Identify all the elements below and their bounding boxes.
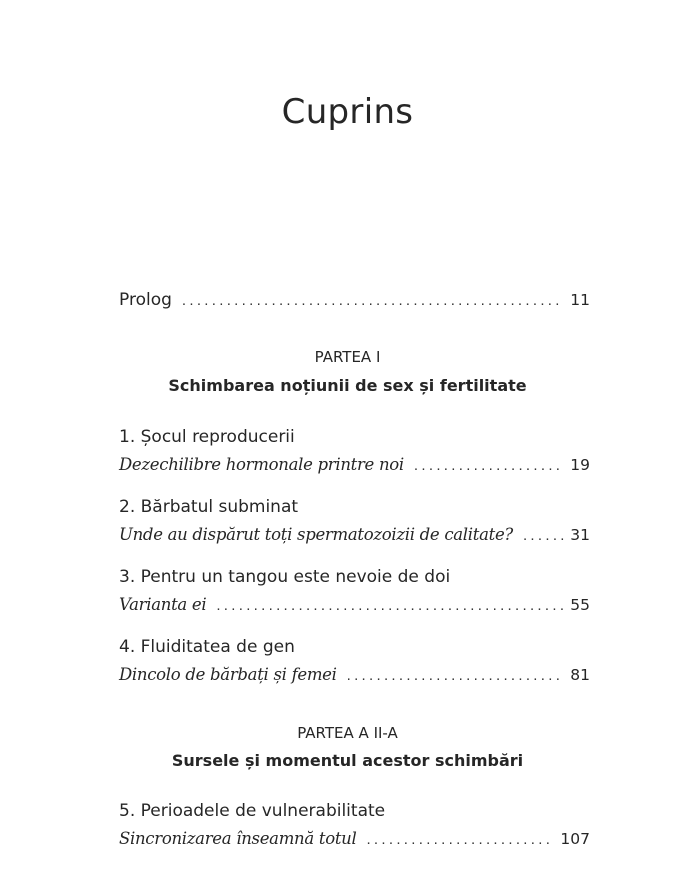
page-number: 11 (570, 291, 590, 309)
leader-dots (523, 527, 564, 544)
leader-dots (347, 667, 565, 684)
chapter-subtitle-entry[interactable] (119, 665, 590, 684)
chapter-subtitle-entry[interactable] (119, 595, 590, 614)
part-label: PARTEA A II-A (297, 724, 398, 742)
page-number: 19 (570, 456, 590, 474)
leader-dots (216, 597, 564, 614)
page-title: Cuprins (281, 92, 414, 132)
leader-dots (366, 831, 554, 848)
chapter-subtitle: Varianta ei (119, 595, 207, 614)
part-title: Sursele și momentul acestor schimbări (171, 751, 524, 770)
page-number: 107 (560, 830, 590, 848)
leader-dots (182, 292, 564, 309)
chapter-subtitle-entry[interactable] (119, 525, 590, 544)
chapter-subtitle-entry[interactable] (119, 829, 590, 848)
chapter-title[interactable]: 4. Fluiditatea de gen (119, 637, 295, 657)
chapter-title[interactable]: 5. Perioadele de vulnerabilitate (119, 801, 386, 821)
chapter-subtitle: Dezechilibre hormonale printre noi (119, 455, 404, 474)
chapter-title[interactable]: 2. Bărbatul subminat (119, 497, 299, 517)
part-label: PARTEA I (314, 348, 381, 366)
leader-dots (414, 457, 564, 474)
part-title: Schimbarea noțiunii de sex și fertilitate (168, 376, 527, 395)
chapter-subtitle: Dincolo de bărbați și femei (119, 665, 337, 684)
chapter-subtitle-entry[interactable] (119, 455, 590, 474)
chapter-title[interactable]: 3. Pentru un tangou este nevoie de doi (119, 567, 451, 587)
chapter-subtitle: Unde au dispărut toți spermatozoizii de calitate? (119, 525, 513, 544)
entry-label: Prolog (119, 290, 172, 310)
chapter-subtitle: Sincronizarea înseamnă totul (119, 829, 357, 848)
page-number: 31 (570, 526, 590, 544)
page-number: 55 (570, 596, 590, 614)
chapter-title[interactable]: 1. Șocul reproducerii (119, 427, 295, 447)
page-number: 81 (570, 666, 590, 684)
toc-entry-prolog[interactable] (119, 290, 590, 310)
